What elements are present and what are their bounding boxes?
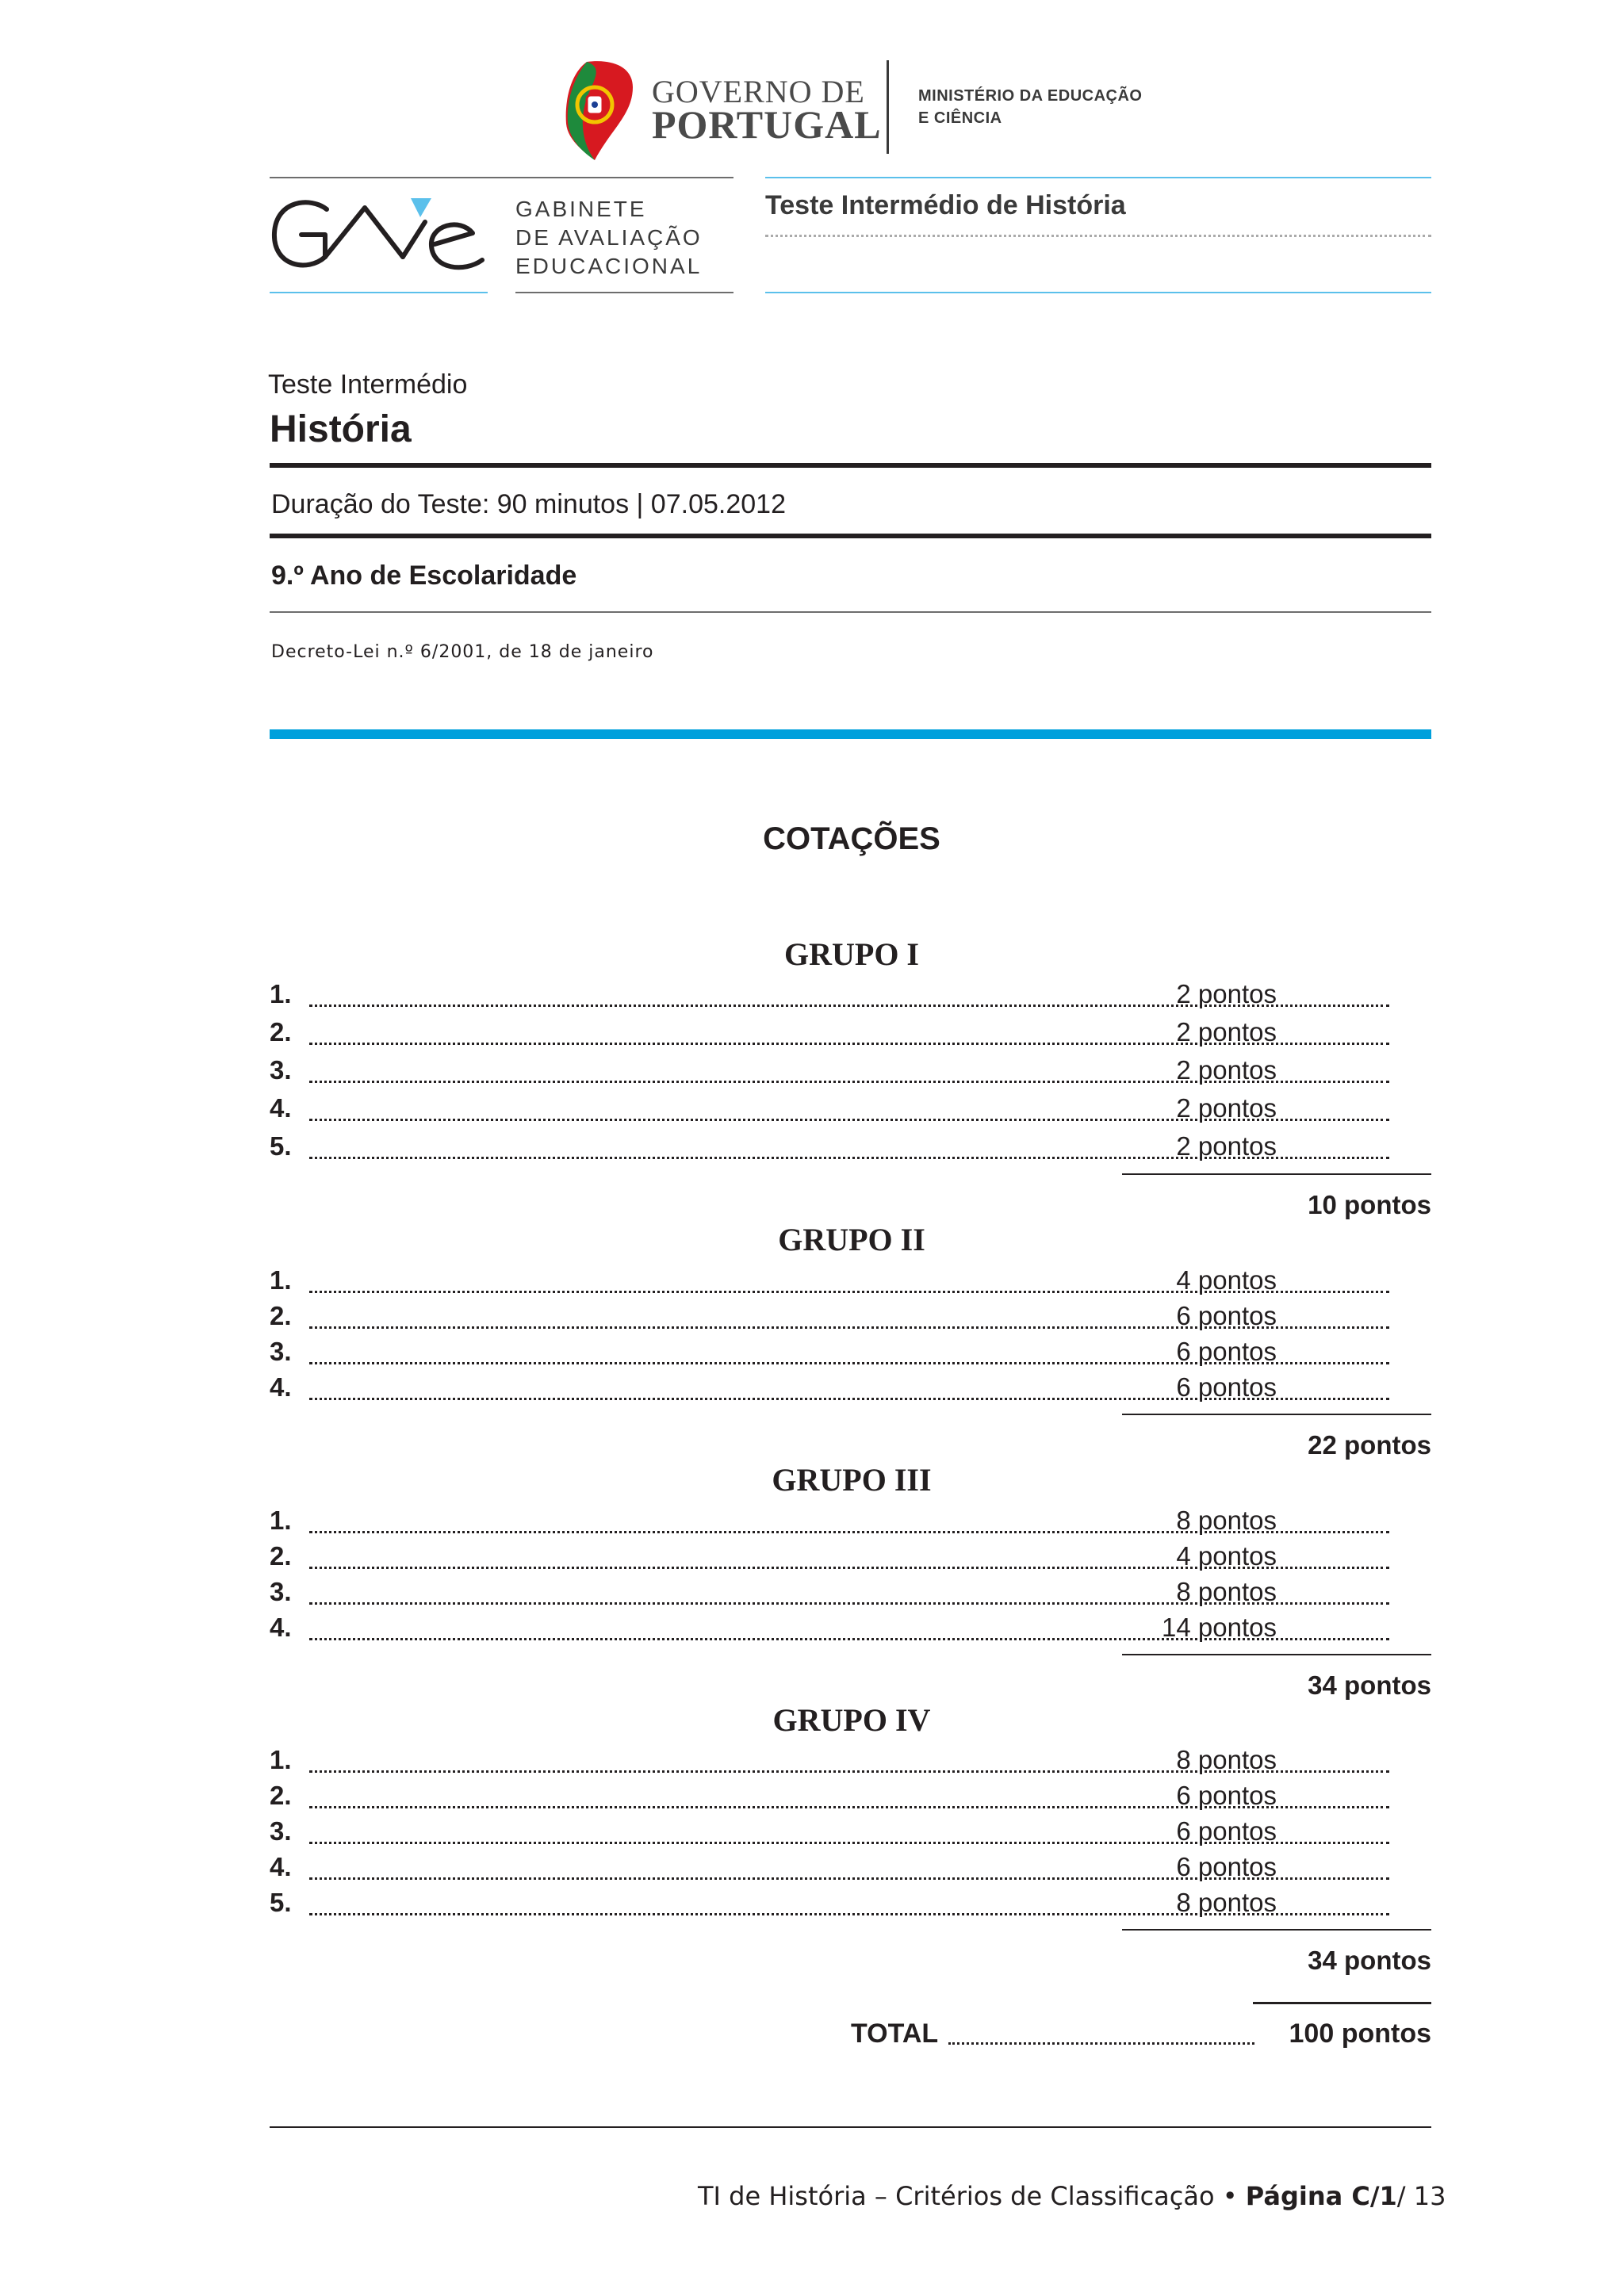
ministry-line1: MINISTÉRIO DA EDUCAÇÃO (918, 87, 1143, 105)
group-title: GRUPO III (772, 1462, 932, 1498)
score-item (270, 1265, 1277, 1300)
subtotal-rule (1122, 1929, 1431, 1931)
score-item (270, 1093, 1277, 1128)
decree-reference: Decreto-Lei n.º 6/2001, de 18 de janeiro (271, 642, 654, 662)
title-rule-1 (270, 463, 1431, 468)
header-dotted-rule (765, 235, 1431, 237)
gave-text-line2: DE AVALIAÇÃO (515, 225, 703, 250)
item-number: 2. (270, 1301, 292, 1330)
item-points: 8 pontos (1176, 1577, 1277, 1606)
gave-logo (270, 193, 488, 276)
score-item (270, 1852, 1277, 1887)
item-points: 6 pontos (1176, 1372, 1277, 1402)
item-points: 6 pontos (1176, 1337, 1277, 1366)
group-title: GRUPO IV (772, 1702, 931, 1738)
gov-title-line2: PORTUGAL (652, 102, 882, 147)
item-number: 1. (270, 1506, 292, 1535)
score-item (270, 1541, 1277, 1576)
score-item (270, 1301, 1277, 1336)
scoring-heading: COTAÇÕES (763, 821, 940, 856)
item-number: 5. (270, 1888, 292, 1917)
footer-doc-name: TI de História – Critérios de Classificação (698, 2181, 1215, 2211)
item-number: 1. (270, 979, 292, 1008)
score-item (270, 1017, 1277, 1052)
total-rule (1253, 2002, 1431, 2004)
exam-duration-date: Duração do Teste: 90 minutos | 07.05.2012 (271, 489, 786, 519)
header-divider (887, 60, 889, 154)
subtotal-rule (1122, 1654, 1431, 1655)
item-points: 6 pontos (1176, 1301, 1277, 1330)
item-points: 2 pontos (1176, 1055, 1277, 1085)
item-points: 6 pontos (1176, 1852, 1277, 1881)
footer-rule (270, 2126, 1431, 2128)
item-number: 3. (270, 1055, 292, 1085)
score-item (270, 1613, 1277, 1647)
item-points: 4 pontos (1176, 1265, 1277, 1295)
footer-page-label: Página C/1 (1245, 2181, 1397, 2211)
item-number: 2. (270, 1017, 292, 1047)
item-number: 3. (270, 1577, 292, 1606)
header-test-title: Teste Intermédio de História (765, 190, 1126, 220)
school-year: 9.º Ano de Escolaridade (271, 561, 577, 591)
gave-top-rule (270, 177, 733, 178)
item-points: 8 pontos (1176, 1506, 1277, 1535)
total-dot-leader (948, 2042, 1254, 2045)
score-item (270, 1816, 1277, 1851)
gave-text-line3: EDUCACIONAL (515, 254, 703, 278)
score-item (270, 1055, 1277, 1090)
page-footer (698, 2181, 1446, 2211)
section-blue-bar (270, 729, 1431, 739)
group-title: GRUPO II (778, 1222, 925, 1257)
score-item (270, 979, 1277, 1014)
header-top-blue-rule (765, 177, 1431, 178)
governo-de-portugal-emblem (563, 59, 634, 160)
score-item (270, 1745, 1277, 1780)
gave-text-line1: GABINETE (515, 197, 647, 221)
item-number: 2. (270, 1781, 292, 1810)
item-number: 3. (270, 1816, 292, 1846)
total-value: 100 pontos (1289, 2019, 1431, 2049)
item-points: 2 pontos (1176, 1017, 1277, 1047)
group-subtotal: 34 pontos (1308, 1946, 1431, 1975)
item-number: 3. (270, 1337, 292, 1366)
score-item (270, 1888, 1277, 1923)
item-points: 2 pontos (1176, 1131, 1277, 1161)
item-points: 6 pontos (1176, 1781, 1277, 1810)
title-rule-2 (270, 534, 1431, 538)
item-number: 4. (270, 1372, 292, 1402)
score-item (270, 1577, 1277, 1612)
gov-title-line1: GOVERNO DE (652, 74, 865, 109)
group-subtotal: 34 pontos (1308, 1670, 1431, 1700)
total-label: TOTAL (851, 2019, 939, 2049)
score-item (270, 1506, 1277, 1540)
score-item (270, 1781, 1277, 1816)
item-number: 4. (270, 1852, 292, 1881)
ministry-line2: E CIÊNCIA (918, 109, 1002, 127)
item-number: 1. (270, 1265, 292, 1295)
group-subtotal: 10 pontos (1308, 1190, 1431, 1219)
header-bottom-blue-rule (765, 292, 1431, 293)
title-rule-3 (270, 611, 1431, 613)
group-subtotal: 22 pontos (1308, 1430, 1431, 1460)
item-number: 1. (270, 1745, 292, 1774)
gave-bottom-blue-rule (270, 292, 488, 293)
item-number: 2. (270, 1541, 292, 1571)
item-points: 6 pontos (1176, 1816, 1277, 1846)
item-number: 4. (270, 1093, 292, 1123)
subtotal-rule (1122, 1173, 1431, 1175)
footer-bullet: • (1222, 2181, 1238, 2211)
item-points: 4 pontos (1176, 1541, 1277, 1571)
score-item (270, 1372, 1277, 1407)
item-points: 8 pontos (1176, 1888, 1277, 1917)
item-points: 2 pontos (1176, 979, 1277, 1008)
item-points: 2 pontos (1176, 1093, 1277, 1123)
gave-bottom-grey-rule (515, 292, 733, 293)
exam-label: Teste Intermédio (268, 369, 468, 400)
item-points: 8 pontos (1176, 1745, 1277, 1774)
subtotal-rule (1122, 1414, 1431, 1415)
footer-page-total: / 13 (1396, 2181, 1446, 2211)
score-item (270, 1337, 1277, 1372)
group-title: GRUPO I (784, 936, 919, 972)
exam-subject: História (270, 408, 412, 450)
item-number: 5. (270, 1131, 292, 1161)
item-number: 4. (270, 1613, 292, 1642)
item-points: 14 pontos (1162, 1613, 1277, 1642)
score-item (270, 1131, 1277, 1166)
